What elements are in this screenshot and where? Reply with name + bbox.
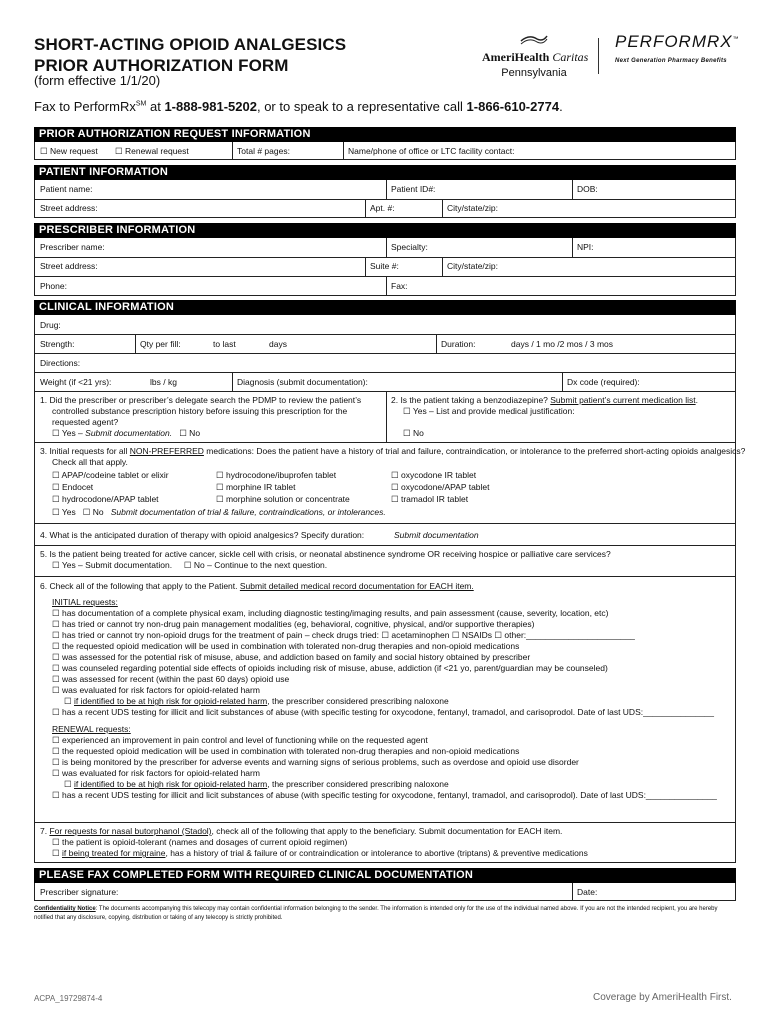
- weight-field[interactable]: Weight (if <21 yrs):: [40, 377, 112, 387]
- section-prescriber-header: PRESCRIBER INFORMATION: [34, 223, 736, 238]
- form-title-line2: PRIOR AUTHORIZATION FORM: [34, 56, 289, 75]
- renewal-item[interactable]: ☐ the requested opioid medication will be used in combination with tolerated non-drug therapies and non-opioid medications: [52, 746, 520, 756]
- request-info-box: [34, 142, 736, 160]
- qty-per-fill-field[interactable]: Qty per fill:: [140, 339, 181, 349]
- duration-field[interactable]: Duration:: [441, 339, 476, 349]
- question-4: 4. What is the anticipated duration of therapy with opioid analgesics? Specify duration:: [40, 530, 365, 540]
- strength-field[interactable]: Strength:: [40, 339, 75, 349]
- initial-item[interactable]: ☐ the requested opioid medication will be used in combination with tolerated non-drug therapies and non-opioid medications: [52, 641, 520, 651]
- signature-box: [34, 883, 736, 901]
- logo-divider: [598, 38, 599, 74]
- question-5: 5. Is the patient being treated for active cancer, sickle cell with crisis, or neonatal abstinence syndrome OR receiving hospice or palliative care services? ☐ Yes – Submit documentation. ☐ No – Continue to the next question.: [40, 549, 611, 570]
- performrx-logo: [615, 32, 740, 64]
- q3-option[interactable]: ☐ tramadol IR tablet: [391, 494, 469, 504]
- renewal-item[interactable]: ☐ is being monitored by the prescriber for adverse events and warning signs of serious problems, such as overdose and opioid use disorder: [52, 757, 579, 767]
- dob-field[interactable]: DOB:: [577, 184, 598, 194]
- initial-requests-heading: INITIAL requests:: [52, 597, 118, 607]
- to-last-label: to last: [213, 339, 236, 349]
- prescriber-street-field[interactable]: Street address:: [40, 261, 98, 271]
- diagnosis-field[interactable]: Diagnosis (submit documentation):: [237, 377, 368, 387]
- section-request-header: PRIOR AUTHORIZATION REQUEST INFORMATION: [34, 127, 736, 142]
- renewal-requests-heading: RENEWAL requests:: [52, 724, 131, 734]
- initial-item[interactable]: ☐ was evaluated for risk factors for opioid-related harm: [52, 685, 260, 695]
- question-3: 3. Initial requests for all NON-PREFERRED medications: Does the patient have a history of trial and failure, contraindication, or intolerance to the preferred short-acting opioids analgesics? Check all that apply.: [40, 446, 746, 467]
- fax-mid: , or to speak to a representative call: [256, 99, 467, 114]
- q3-option[interactable]: ☐ APAP/codeine tablet or elixir: [52, 470, 169, 480]
- renewal-naloxone-item[interactable]: ☐ if identified to be at high risk for opioid-related harm, the prescriber considered prescribing naloxone: [64, 779, 449, 789]
- form-title: [34, 34, 346, 76]
- section-clinical-header: CLINICAL INFORMATION: [34, 300, 736, 315]
- q3-option[interactable]: ☐ hydrocodone/ibuprofen tablet: [216, 470, 337, 480]
- section-patient-header: PATIENT INFORMATION: [34, 165, 736, 180]
- q3-option[interactable]: ☐ oxycodone IR tablet: [391, 470, 477, 480]
- amerihealth-state: Pennsylvania: [501, 67, 567, 79]
- performrx-wordmark: PERFORMRX™: [615, 32, 740, 51]
- q3-answers[interactable]: ☐ Yes ☐ No Submit documentation of trial & failure, contraindications, or intolerances.: [52, 507, 386, 517]
- prescriber-fax-field[interactable]: Fax:: [391, 281, 408, 291]
- q3-option[interactable]: ☐ hydrocodone/APAP tablet: [52, 494, 159, 504]
- total-pages-field[interactable]: Total # pages:: [237, 146, 290, 156]
- facility-contact-field[interactable]: Name/phone of office or LTC facility contact:: [348, 146, 515, 156]
- patient-name-field[interactable]: Patient name:: [40, 184, 93, 194]
- patient-id-field[interactable]: Patient ID#:: [391, 184, 436, 194]
- q3-option[interactable]: ☐ oxycodone/APAP tablet: [391, 482, 490, 492]
- initial-item[interactable]: ☐ was counseled regarding potential side effects of opioids including risk of misuse, abuse, addiction (if <21 yo, parent/guardian may be counseled): [52, 663, 608, 673]
- service-mark: SM: [135, 100, 147, 108]
- fax-text: Fax to PerformRx: [34, 99, 136, 114]
- prescriber-name-field[interactable]: Prescriber name:: [40, 242, 105, 252]
- renewal-uds-item[interactable]: ☐ has a recent UDS testing for illicit and licit substances of abuse (with specific testing for oxycodone, fentanyl, tramadol, and carisoprodol). Date of last UDS:_______________: [52, 790, 717, 800]
- drug-field[interactable]: Drug:: [40, 320, 61, 330]
- q5-answers[interactable]: ☐ Yes – Submit documentation. ☐ No – Continue to the next question.: [52, 560, 328, 570]
- amerihealth-name: AmeriHealth Caritas: [482, 50, 589, 64]
- amerihealth-swoosh-icon: [519, 33, 549, 45]
- fax-end: .: [559, 99, 563, 114]
- q1-answers[interactable]: ☐ Yes – Submit documentation. ☐ No: [52, 428, 201, 438]
- question-6: 6. Check all of the following that apply to the Patient. Submit detailed medical record documentation for EACH item. INITIAL requests: ☐ has documentation of a complete physical exam, including diagnostic testing/imaging results, and pain assessment (cause, severity, location, etc) ☐ has tried or cannot try non-drug pain management modalities (eg, behavioral, cognitive, physical, and/or supportive therapies) ☐ has tried or cannot try non-opioid drugs for the treatment of pain – check drugs tried: ☐ acetaminophen ☐ NSAIDs ☐ other:_______________________ ☐ the requested opioid medication will be used in combination with tolerated non-drug therapies and non-opioid medications ☐ was assessed for the potential risk of misuse, abuse, and addiction based on family and social history obtained by prescriber ☐ was counseled regarding potential side effects of opioids including risk of misuse, abuse, addiction (if <21 yo, parent/guardian may be counseled) ☐ was assessed for recent (within the past 60 days) opioid use ☐ was evaluated for risk factors for opioid-related harm ☐ if identified to be at high risk for opioid-related harm, the prescriber considered prescribing naloxone ☐ has a recent UDS testing for illicit and licit substances of abuse (with specific testing for oxycodone, fentanyl, tramadol, and carisoprodol. Date of last UDS:_______________ RENEWAL requests: ☐ experienced an improvement in pain control and level of functioning while on the requested agent ☐ the requested opioid medication will be used in combination with tolerated non-drug therapies and non-opioid medications ☐ is being monitored by the prescriber for adverse events and warning signs of serious problems, such as overdose and opioid use disorder ☐ was evaluated for risk factors for opioid-related harm ☐ if identified to be at high risk for opioid-related harm, the prescriber considered prescribing naloxone ☐ has a recent UDS testing for illicit and licit substances of abuse (with specific testing for oxycodone, fentanyl, tramadol, and carisoprodol). Date of last UDS:_______________: [40, 581, 730, 801]
- new-request-checkbox[interactable]: ☐ New request: [40, 146, 98, 156]
- renewal-item[interactable]: ☐ experienced an improvement in pain control and level of functioning while on the requested agent: [52, 735, 428, 745]
- initial-naloxone-item[interactable]: ☐ if identified to be at high risk for opioid-related harm, the prescriber considered prescribing naloxone: [64, 696, 449, 706]
- patient-apt-field[interactable]: Apt. #:: [370, 203, 395, 213]
- performrx-tagline: Next Generation Pharmacy Benefits: [615, 58, 727, 64]
- initial-item[interactable]: ☐ has tried or cannot try non-opioid drugs for the treatment of pain – check drugs tried: ☐ acetaminophen ☐ NSAIDs ☐ other:_______________________: [52, 630, 635, 640]
- patient-city-field[interactable]: City/state/zip:: [447, 203, 499, 213]
- q3-option[interactable]: ☐ Endocet: [52, 482, 94, 492]
- q7-migraine[interactable]: ☐ if being treated for migraine, has a history of trial & failure of or contraindication or intolerance to abortive (triptans) & preventive medications: [52, 848, 588, 858]
- initial-item[interactable]: ☐ was assessed for the potential risk of misuse, abuse, and addiction based on family and social history obtained by prescriber: [52, 652, 531, 662]
- specialty-field[interactable]: Specialty:: [391, 242, 428, 252]
- question-2: 2. Is the patient taking a benzodiazepine? Submit patient’s current medication list. ☐ Yes – List and provide medical justification: ☐ No: [391, 395, 698, 438]
- renewal-request-checkbox[interactable]: ☐ Renewal request: [115, 146, 189, 156]
- date-field[interactable]: Date:: [577, 887, 598, 897]
- directions-field[interactable]: Directions:: [40, 358, 81, 368]
- patient-info-box: [34, 180, 736, 218]
- q2-no[interactable]: ☐ No: [403, 428, 424, 438]
- prescriber-info-box: [34, 238, 736, 296]
- form-effective-date: (form effective 1/1/20): [34, 73, 161, 88]
- fax-instructions: [34, 99, 563, 114]
- suite-field[interactable]: Suite #:: [370, 261, 399, 271]
- section-fax-header: PLEASE FAX COMPLETED FORM WITH REQUIRED CLINICAL DOCUMENTATION: [34, 868, 736, 883]
- initial-item[interactable]: ☐ has tried or cannot try non-drug pain management modalities (eg, behavioral, cognitive, physical, and/or supportive therapies): [52, 619, 535, 629]
- weight-units: lbs / kg: [150, 377, 177, 387]
- form-code: ACPA_19729874-4: [34, 994, 103, 1003]
- duration-options[interactable]: days / 1 mo /2 mos / 3 mos: [511, 339, 614, 349]
- q7-opioid-tolerant[interactable]: ☐ the patient is opioid-tolerant (names and dosages of current opioid regimen): [52, 837, 348, 847]
- q3-option[interactable]: ☐ morphine IR tablet: [216, 482, 296, 492]
- fax-at: at: [146, 99, 165, 114]
- prescriber-signature-field[interactable]: Prescriber signature:: [40, 887, 119, 897]
- question-7: 7. For requests for nasal butorphanol (Stadol), check all of the following that apply to the beneficiary. Submit documentation for EACH item. ☐ the patient is opioid-tolerant (names and dosages of current opioid regimen) ☐ if being treated for migraine, has a history of trial & failure of or contraindication or intolerance to abortive (triptans) & preventive medications: [40, 826, 730, 859]
- q4-note: Submit documentation: [394, 530, 479, 540]
- form-title-line1: SHORT-ACTING OPIOID ANALGESICS: [34, 35, 347, 54]
- phone-number: 1-866-610-2774: [466, 99, 560, 114]
- amerihealth-logo: [482, 32, 589, 79]
- clinical-info-box: [34, 315, 746, 863]
- initial-item[interactable]: ☐ has documentation of a complete physical exam, including diagnostic testing/imaging results, and pain assessment (cause, severity, location, etc): [52, 608, 609, 618]
- fax-number: 1-888-981-5202: [164, 99, 257, 114]
- prescriber-city-field[interactable]: City/state/zip:: [447, 261, 499, 271]
- initial-item[interactable]: ☐ was assessed for recent (within the past 60 days) opioid use: [52, 674, 290, 684]
- prescriber-phone-field[interactable]: Phone:: [40, 281, 67, 291]
- patient-street-field[interactable]: Street address:: [40, 203, 98, 213]
- initial-uds-item[interactable]: ☐ has a recent UDS testing for illicit and licit substances of abuse (with specific testing for oxycodone, fentanyl, tramadol, and carisoprodol. Date of last UDS:_______________: [52, 707, 715, 717]
- q3-option[interactable]: ☐ morphine solution or concentrate: [216, 494, 350, 504]
- npi-field[interactable]: NPI:: [577, 242, 594, 252]
- days-label: days: [269, 339, 287, 349]
- question-1: 1. Did the prescriber or prescriber’s delegate search the PDMP to review the patient’s controlled substance prescription history before issuing this prescription for the requested agent? ☐ Yes – Submit documentation. ☐ No: [40, 395, 362, 438]
- renewal-item[interactable]: ☐ was evaluated for risk factors for opioid-related harm: [52, 768, 260, 778]
- confidentiality-notice: Confidentiality Notice: The documents accompanying this telecopy may contain confidential information belonging to the sender. The information is intended only for the use of the individual named above. If you are not the intended recipient, you are hereby notified that any disclosure, copying, distribution or taking of any telecopy is strictly prohibited.: [34, 906, 718, 921]
- q2-yes[interactable]: ☐ Yes – List and provide medical justification:: [403, 406, 575, 416]
- coverage-tagline: Coverage by AmeriHealth First.: [593, 992, 732, 1003]
- dx-code-field[interactable]: Dx code (required):: [567, 377, 640, 387]
